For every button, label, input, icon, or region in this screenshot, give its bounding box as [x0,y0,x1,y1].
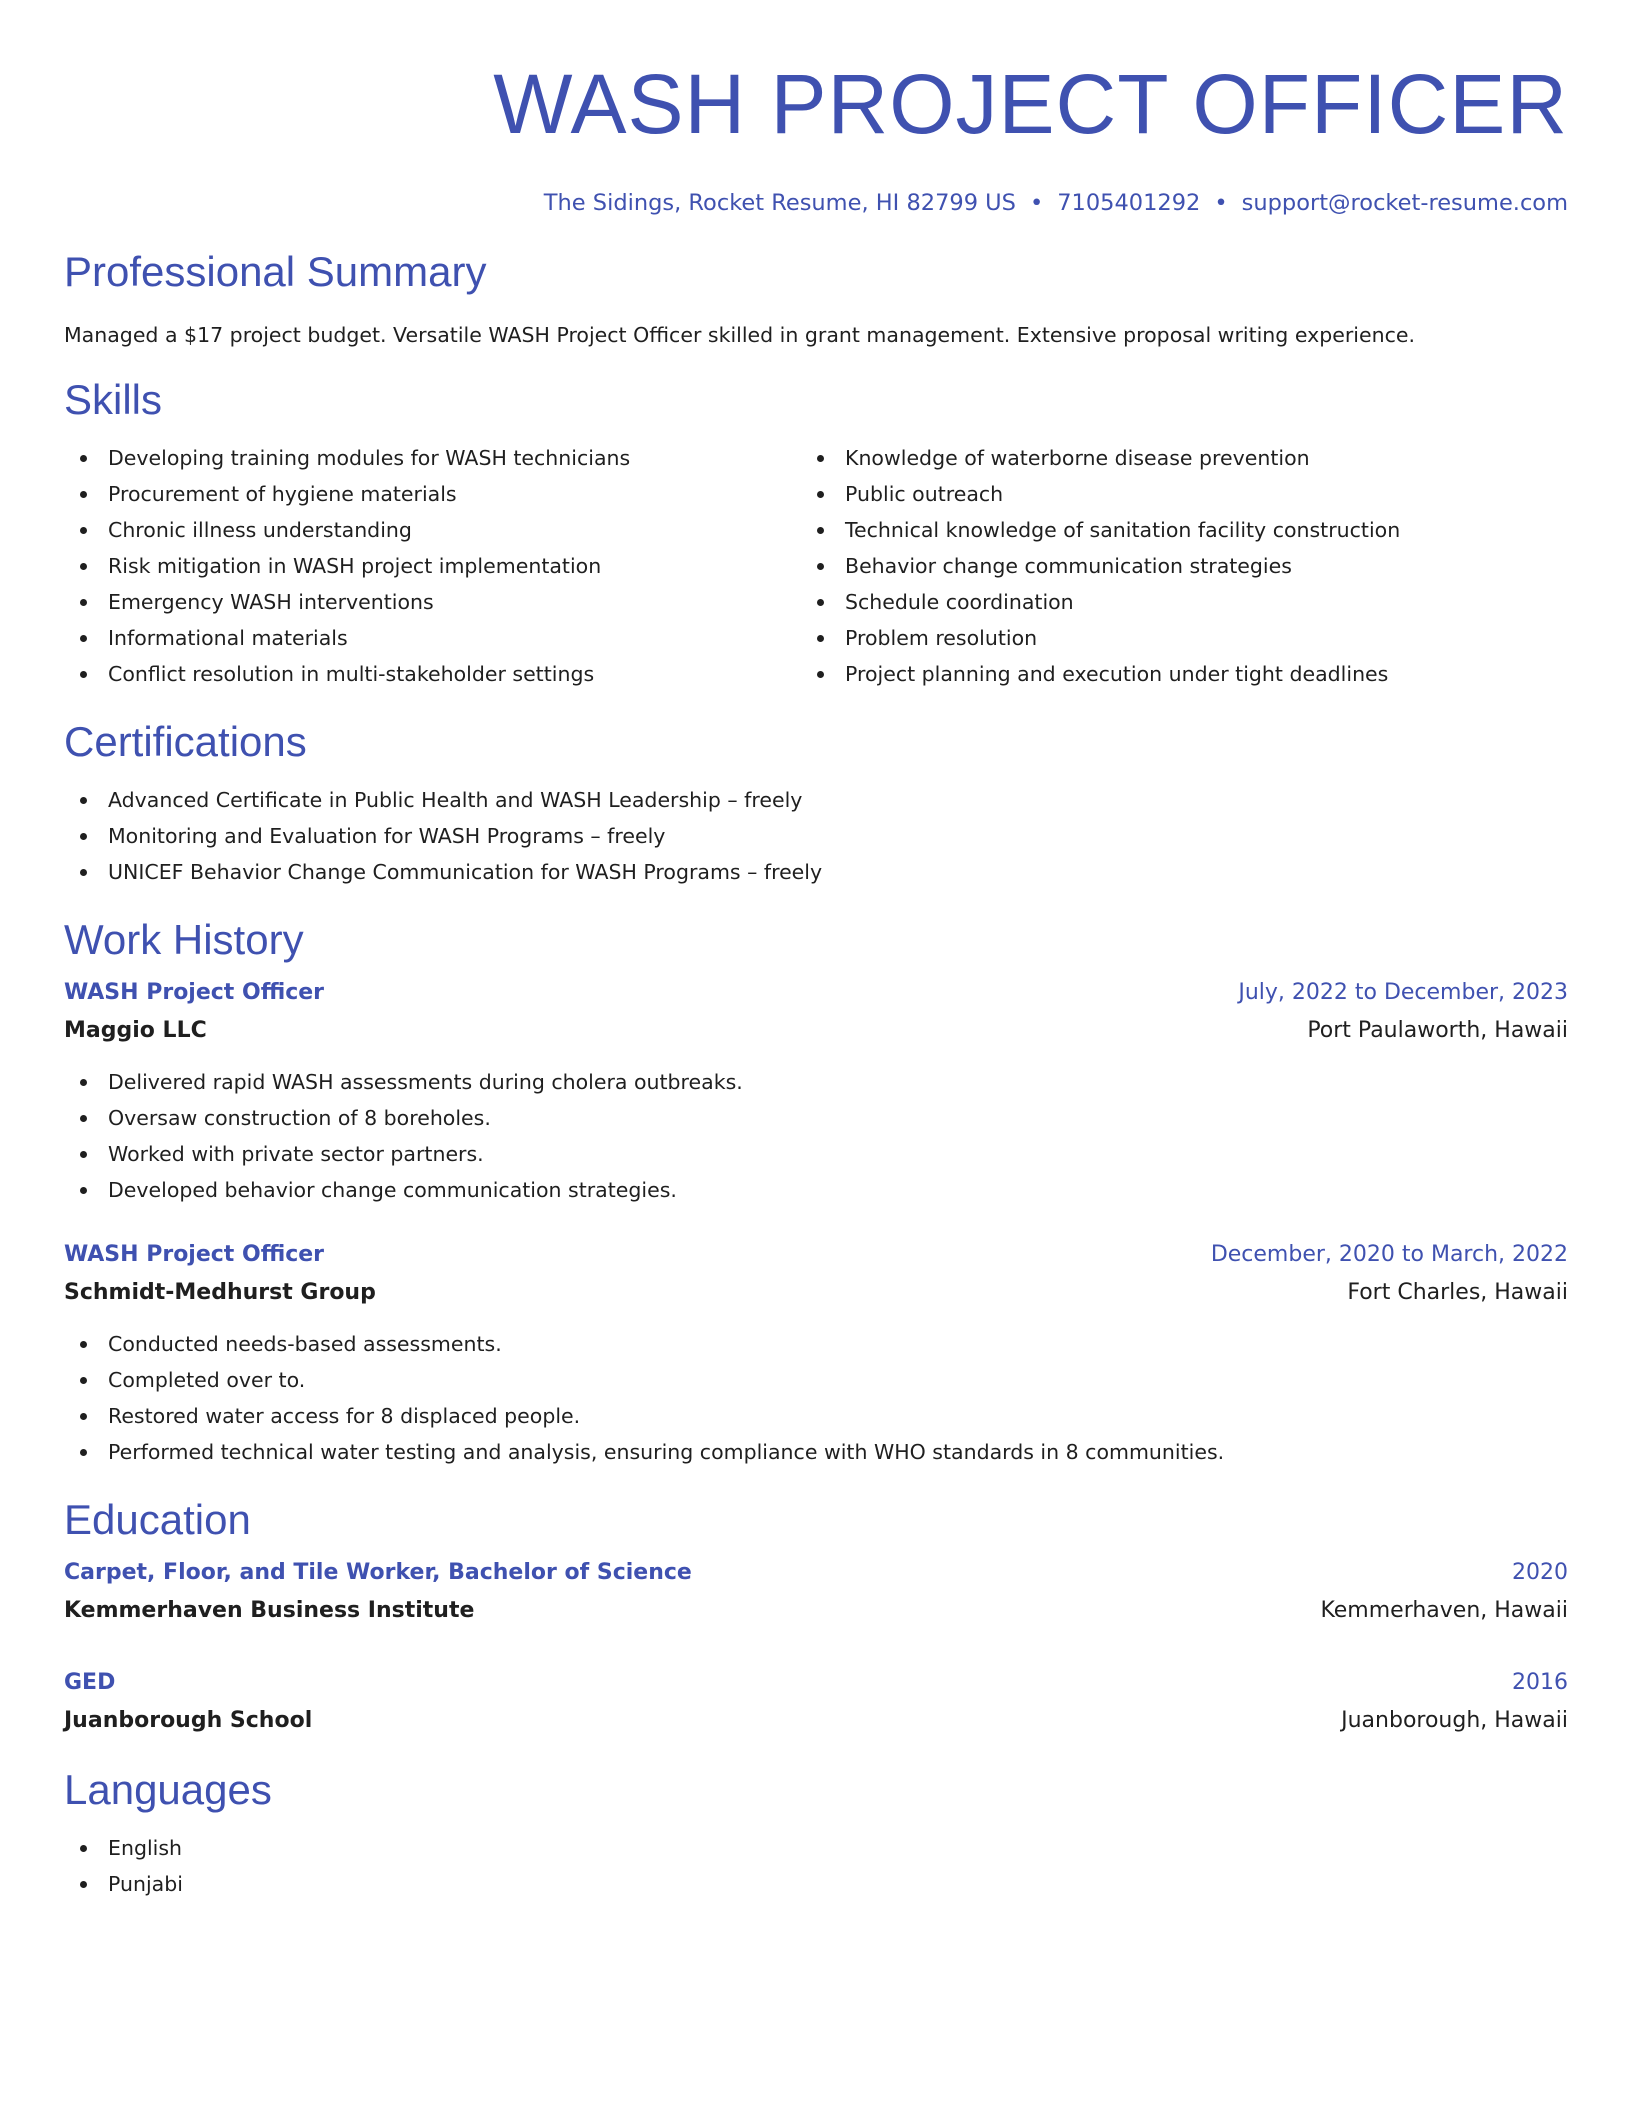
education-school: Juanborough School [64,1708,313,1733]
education-year: 2020 [1512,1560,1568,1585]
language-item: Punjabi [64,1866,1568,1902]
education-school-row [64,1592,1568,1630]
job-entry [64,974,1568,1208]
certifications-section [64,716,1568,890]
skill-item: Conflict resolution in multi-stakeholder settings [64,656,801,692]
certification-item: Advanced Certificate in Public Health and WASH Leadership – freely [64,782,1568,818]
languages-list [64,1830,1568,1902]
skill-item: Schedule coordination [801,584,1538,620]
education-section [64,1494,1568,1740]
education-school-row [64,1702,1568,1740]
job-bullet: Completed over to. [64,1362,1568,1398]
contact-separator: • [1214,190,1228,216]
skill-item: Risk mitigation in WASH project implementation [64,548,801,584]
skills-column-left [64,440,801,692]
job-bullet: Developed behavior change communication strategies. [64,1172,1568,1208]
job-bullet: Performed technical water testing and analysis, ensuring compliance with WHO standards in 8 communities. [64,1434,1568,1470]
education-degree-row [64,1664,1568,1702]
contact-separator: • [1029,190,1044,216]
education-school: Kemmerhaven Business Institute [64,1598,475,1623]
job-dates: December, 2020 to March, 2022 [1210,1242,1568,1267]
job-location: Fort Charles, Hawaii [1347,1280,1568,1305]
certification-item: UNICEF Behavior Change Communication for WASH Programs – freely [64,854,1568,890]
contact-line [64,188,1568,218]
job-bullets [64,1326,1568,1470]
education-location: Kemmerhaven, Hawaii [1320,1598,1568,1623]
summary-heading: Professional Summary [64,248,487,295]
job-bullet: Delivered rapid WASH assessments during cholera outbreaks. [64,1064,1568,1100]
job-company-row [64,1274,1568,1312]
education-entry [64,1554,1568,1630]
job-bullet: Worked with private sector partners. [64,1136,1568,1172]
skills-heading: Skills [64,376,163,423]
skill-item: Knowledge of waterborne disease prevention [801,440,1538,476]
skills-section [64,374,1568,692]
education-degree-row [64,1554,1568,1592]
skill-item: Developing training modules for WASH technicians [64,440,801,476]
resume-header [64,56,1568,218]
contact-email[interactable]: support@rocket-resume.com [1241,190,1568,216]
skill-item: Chronic illness understanding [64,512,801,548]
skill-item: Technical knowledge of sanitation facility construction [801,512,1538,548]
job-company: Schmidt-Medhurst Group [64,1280,376,1305]
job-bullet: Restored water access for 8 displaced people. [64,1398,1568,1434]
certifications-list [64,782,1568,890]
education-entry [64,1664,1568,1740]
education-degree: GED [64,1670,116,1695]
job-bullets [64,1064,1568,1208]
skills-column-right [801,440,1538,692]
contact-address: The Sidings, Rocket Resume, HI 82799 US [543,190,1016,216]
skill-item: Informational materials [64,620,801,656]
education-heading: Education [64,1496,251,1543]
summary-section [64,246,1568,350]
education-location: Juanborough, Hawaii [1341,1708,1568,1733]
job-bullet: Conducted needs-based assessments. [64,1326,1568,1362]
job-dates: July, 2022 to December, 2023 [1238,980,1568,1005]
contact-phone: 7105401292 [1057,190,1201,216]
skill-item: Behavior change communication strategies [801,548,1538,584]
skill-item: Public outreach [801,476,1538,512]
certifications-heading: Certifications [64,718,307,765]
language-item: English [64,1830,1568,1866]
skill-item: Emergency WASH interventions [64,584,801,620]
job-role: WASH Project Officer [64,1242,325,1267]
skills-grid [64,440,1568,692]
work-history-section [64,914,1568,1470]
education-year: 2016 [1512,1670,1568,1695]
job-entry [64,1236,1568,1470]
languages-section [64,1764,1568,1902]
work-history-heading: Work History [64,916,304,963]
languages-heading: Languages [64,1766,272,1813]
job-title-row [64,1236,1568,1274]
candidate-title: WASH PROJECT OFFICER [493,57,1568,151]
skill-item: Procurement of hygiene materials [64,476,801,512]
job-role: WASH Project Officer [64,980,325,1005]
skill-item: Problem resolution [801,620,1538,656]
certification-item: Monitoring and Evaluation for WASH Programs – freely [64,818,1568,854]
job-title-row [64,974,1568,1012]
job-company-row [64,1012,1568,1050]
job-location: Port Paulaworth, Hawaii [1307,1018,1568,1043]
education-degree: Carpet, Floor, and Tile Worker, Bachelor of Science [64,1560,692,1585]
job-company: Maggio LLC [64,1018,207,1043]
skill-item: Project planning and execution under tight deadlines [801,656,1538,692]
summary-text: Managed a $17 project budget. Versatile WASH Project Officer skilled in grant management. Extensive proposal writing experience. [64,323,1415,347]
job-bullet: Oversaw construction of 8 boreholes. [64,1100,1568,1136]
